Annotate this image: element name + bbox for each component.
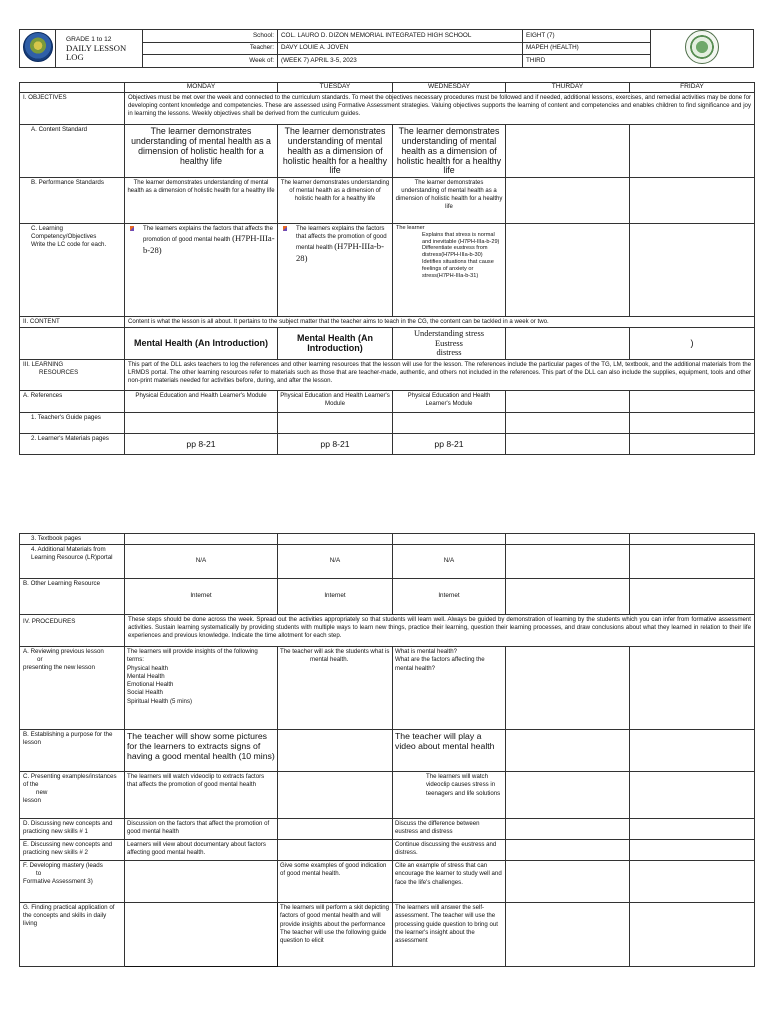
proc-g-thu <box>506 903 630 967</box>
proc-a-fri <box>630 647 755 730</box>
deped-seal-cell <box>20 30 56 68</box>
content-fri: ) <box>630 328 755 360</box>
proc-b-fri <box>630 730 755 772</box>
day-thursday: THURDAY <box>506 83 630 93</box>
content-text: Content is what the lesson is all about. It pertains to the subject matter that the teacher aims to teach in the CG, the content can be tackled in a week or two. <box>125 317 755 328</box>
references-wed: Physical Education and Health Learner's Module <box>393 391 506 413</box>
proc-b-label: B. Establishing a purpose for the lesson <box>20 730 125 772</box>
learners-materials-mon: pp 8-21 <box>125 434 278 455</box>
additional-materials-fri <box>630 545 755 579</box>
proc-e-thu <box>506 840 630 861</box>
proc-f-wed: Cite an example of stress that can encourage the learner to study well and face the life's challenges. <box>393 861 506 903</box>
content-wed <box>393 328 506 360</box>
proc-a-wed-1: What is mental health? <box>395 648 457 655</box>
competency-mon-code: (H7PH-IIIa-b-28) <box>143 233 275 255</box>
proc-a-tue <box>278 647 393 730</box>
proc-g-mon <box>125 903 278 967</box>
proc-f-label-2: to <box>36 869 42 877</box>
proc-c-label <box>20 772 125 819</box>
performance-standards-wed: The learner demonstrates understanding of mental health as a dimension of holistic health for a healthy life <box>393 178 506 224</box>
proc-a-mon-2: Physical health <box>127 664 168 672</box>
content-wed-line-2: Eustress <box>435 338 463 348</box>
performance-standards-label: B. Performance Standards <box>20 178 125 224</box>
proc-a-mon-3: Mental Health <box>127 672 165 680</box>
corner-cell <box>20 83 125 93</box>
other-resource-tue: Internet <box>278 579 393 615</box>
competency-label-line-3: Write the LC code for each. <box>31 240 107 248</box>
proc-d-wed: Discuss the difference between eustress and distress <box>393 819 506 840</box>
content-tue: Mental Health (An Introduction) <box>278 328 393 360</box>
competency-label <box>20 224 125 317</box>
references-tue: Physical Education and Health Learner's Module <box>278 391 393 413</box>
proc-a-wed <box>393 647 506 730</box>
textbook-mon <box>125 534 278 545</box>
proc-c-label-1: C. Presenting examples/instances of the <box>23 773 117 788</box>
proc-d-thu <box>506 819 630 840</box>
learners-materials-fri <box>630 434 755 455</box>
week-value: (WEEK 7) APRIL 3-5, 2023 <box>278 55 523 68</box>
proc-g-wed: The learners will answer the self- assessment. The teacher will use the processing guide question to bring out the learner's insight about the assessment <box>393 903 506 967</box>
content-standard-mon: The learner demonstrates understanding of mental health as a dimension of holistic health for a healthy life <box>125 125 278 178</box>
proc-a-mon-6: Spiritual Health (5 mins) <box>127 697 193 705</box>
learning-resources-label-2: RESOURCES <box>39 369 79 376</box>
proc-c-mon: The learners will watch videoclip to extracts factors that affects the promotion of good mental health <box>125 772 278 819</box>
content-wed-line-3: distress <box>436 348 462 358</box>
proc-d-mon: Discussion on the factors that affect the promotion of good mental health <box>125 819 278 840</box>
proc-a-label-3: presenting the new lesson <box>23 663 95 671</box>
proc-g-fri <box>630 903 755 967</box>
competency-label-line-1: C. Learning <box>31 225 63 232</box>
proc-e-label: E. Discussing new concepts and practicing new skills # 2 <box>20 840 125 861</box>
objectives-label: I. OBJECTIVES <box>20 93 125 125</box>
competency-wed-item-1: Explains that stress is normal and inevitable (H7PH-IIIa-b-29) <box>422 231 500 245</box>
proc-d-label: D. Discussing new concepts and practicing new skills # 1 <box>20 819 125 840</box>
objectives-text: Objectives must be met over the week and connected to the curriculum standards. To meet the objectives necessary procedures must be followed and if needed, additional lessons, exercises, and remedial activities may be done for developing content knowledge and competencies. These are assessed using Formative Assessment strategies. Valuing objectives supports the learning of content and competencies and enables children to find significance and joy in learning the lessons. Weekly objectives shall be derived from the curriculum guides. <box>125 93 755 125</box>
competency-label-line-2: Competency/Objectives <box>31 232 97 240</box>
other-resource-thu <box>506 579 630 615</box>
day-tuesday: TUESDAY <box>278 83 393 93</box>
textbook-tue <box>278 534 393 545</box>
proc-f-thu <box>506 861 630 903</box>
proc-a-label-2: or <box>37 655 43 663</box>
day-wednesday: WEDNESDAY <box>393 83 506 93</box>
proc-d-tue <box>278 819 393 840</box>
proc-a-mon-1: The learners will provide insights of the following terms: <box>127 648 258 664</box>
proc-a-wed-2: What are the factors affecting the mental health? <box>395 656 485 672</box>
day-monday: MONDAY <box>125 83 278 93</box>
content-mon: Mental Health (An Introduction) <box>125 328 278 360</box>
proc-c-tue <box>278 772 393 819</box>
content-standard-tue: The learner demonstrates understanding of mental health as a dimension of holistic health for a healthy life <box>278 125 393 178</box>
school-seal-icon <box>685 30 719 64</box>
proc-c-wed: The learners will watch videoclip causes stress in teenagers and life solutions <box>393 772 506 819</box>
proc-c-label-3: lesson <box>23 796 41 804</box>
proc-e-tue <box>278 840 393 861</box>
competency-wed-head: The learner <box>396 225 425 231</box>
textbook-label: 3. Textbook pages <box>20 534 125 545</box>
content-standard-label: A. Content Standard <box>20 125 125 178</box>
proc-a-tue-text: The teacher will ask the students what is mental health. <box>280 648 390 664</box>
references-fri <box>630 391 755 413</box>
competency-mon-text: The learners explains the factors that affects the promotion of good mental health <box>143 225 273 244</box>
content-standard-fri <box>630 125 755 178</box>
teacher-label: Teacher: <box>143 42 278 55</box>
additional-materials-tue: N/A <box>278 545 393 579</box>
dll-table-part-2 <box>19 533 755 967</box>
bullet-icon <box>130 226 134 231</box>
learners-materials-label: 2. Learner's Materials pages <box>20 434 125 455</box>
dll-table-part-1 <box>19 82 755 455</box>
grade-label: GRADE 1 to 12 <box>66 35 112 43</box>
proc-f-label-3: Formative Assessment 3) <box>23 877 93 885</box>
day-friday: FRIDAY <box>630 83 755 93</box>
proc-e-fri <box>630 840 755 861</box>
proc-e-wed: Continue discussing the eustress and distress. <box>393 840 506 861</box>
references-label: A. References <box>20 391 125 413</box>
learning-resources-label-1: III. LEARNING <box>23 361 64 369</box>
proc-c-thu <box>506 772 630 819</box>
proc-e-mon: Learners will view about documentary about factors affecting good mental health. <box>125 840 278 861</box>
performance-standards-thu <box>506 178 630 224</box>
references-mon: Physical Education and Health Learner's Module <box>125 391 278 413</box>
proc-g-label: G. Finding practical application of the concepts and skills in daily living <box>20 903 125 967</box>
other-resource-fri <box>630 579 755 615</box>
performance-standards-fri <box>630 178 755 224</box>
header-table <box>19 29 754 68</box>
competency-wed-item-2: Differentiate eustress from distress(H7PH-IIIa-b-30) <box>422 245 488 259</box>
content-standard-wed: The learner demonstrates understanding of mental health as a dimension of holistic health for a healthy life <box>393 125 506 178</box>
school-label: School: <box>143 30 278 43</box>
teachers-guide-wed <box>393 413 506 434</box>
competency-thu <box>506 224 630 317</box>
proc-b-wed: The teacher will play a video about mental health <box>393 730 506 772</box>
school-value: COL. LAURO D. DIZON MEMORIAL INTEGRATED HIGH SCHOOL <box>278 30 523 43</box>
other-resource-mon: Internet <box>125 579 278 615</box>
competency-wed-item-3: Idetifies situations that cause feelings of anxiety or stress(H7PH-IIIa-b-31) <box>422 259 494 279</box>
learning-resources-label <box>20 360 125 391</box>
teachers-guide-thu <box>506 413 630 434</box>
content-topic-spacer <box>20 328 125 360</box>
learners-materials-thu <box>506 434 630 455</box>
competency-fri <box>630 224 755 317</box>
performance-standards-tue: The learner demonstrates understanding of mental health as a dimension of holistic health for a healthy life <box>278 178 393 224</box>
school-seal-cell <box>651 30 754 68</box>
proc-d-fri <box>630 819 755 840</box>
content-label: II. CONTENT <box>20 317 125 328</box>
proc-b-thu <box>506 730 630 772</box>
content-wed-line-1: Understanding stress <box>413 329 484 339</box>
additional-materials-thu <box>506 545 630 579</box>
dll-title: DAILY LESSON LOG <box>66 43 127 62</box>
content-thu <box>506 328 630 360</box>
proc-a-label <box>20 647 125 730</box>
learners-materials-tue: pp 8-21 <box>278 434 393 455</box>
procedures-label: IV. PROCEDURES <box>20 615 125 647</box>
subject-value: MAPEH (HEALTH) <box>523 42 651 55</box>
performance-standards-mon: The learner demonstrates understanding of mental health as a dimension of holistic health for a healthy life <box>125 178 278 224</box>
proc-f-label-1: F. Developing mastery (leads <box>23 862 103 869</box>
learners-materials-wed: pp 8-21 <box>393 434 506 455</box>
teachers-guide-fri <box>630 413 755 434</box>
bullet-icon <box>283 226 287 231</box>
proc-b-tue <box>278 730 393 772</box>
teachers-guide-mon <box>125 413 278 434</box>
proc-a-mon-5: Social Health <box>127 689 163 697</box>
grade-level-value: EIGHT (7) <box>523 30 651 43</box>
references-thu <box>506 391 630 413</box>
teacher-value: DAVY LOUIE A. JOVEN <box>278 42 523 55</box>
learning-resources-text: This part of the DLL asks teachers to log the references and other learning resources that the lesson will use for the lesson. The references include the particular pages of the TG, LM, textbook, and the additional materials from the LRMDS portal. The other learning resources refer to materials such as those that are teacher-made, authentic, and others not included in the references. This part of the DLL can also include the supplies, equipment, tools and other non-print materials needed for activities before, during, and after the lesson. <box>125 360 755 391</box>
procedures-text: These steps should be done across the week. Spread out the activities appropriately so that students will learn well. Always be guided by demonstration of learning by the students which you can infer from formative assessment activities. Sustain learning systematically by providing students with multiple ways to learn new things, practice their learning, question their learning processes, and draw conclusions about what they learned in relation to their life experiences and previous knowledge. Indicate the time allotment for each step. <box>125 615 755 647</box>
proc-c-label-2: new <box>36 788 48 796</box>
proc-f-tue: Give some examples of good indication of good mental health. <box>278 861 393 903</box>
proc-a-label-1: A. Reviewing previous lesson <box>23 648 104 655</box>
other-resource-wed: Internet <box>393 579 506 615</box>
additional-materials-label: 4. Additional Materials from Learning Resource (LR)portal <box>20 545 125 579</box>
proc-f-label <box>20 861 125 903</box>
other-resource-label: B. Other Learning Resource <box>20 579 125 615</box>
quarter-value: THIRD <box>523 55 651 68</box>
deped-seal-icon <box>23 32 53 62</box>
proc-f-fri <box>630 861 755 903</box>
proc-g-tue: The learners will perform a skit depicting factors of good mental health and will provide insights about the performance The teacher will use the following guide question to elicit <box>278 903 393 967</box>
proc-a-thu <box>506 647 630 730</box>
proc-f-mon <box>125 861 278 903</box>
competency-tue <box>278 224 393 317</box>
teachers-guide-tue <box>278 413 393 434</box>
proc-a-mon <box>125 647 278 730</box>
competency-mon <box>125 224 278 317</box>
week-label: Week of: <box>143 55 278 68</box>
proc-c-fri <box>630 772 755 819</box>
additional-materials-wed: N/A <box>393 545 506 579</box>
additional-materials-mon: N/A <box>125 545 278 579</box>
title-cell <box>56 30 143 68</box>
teachers-guide-label: 1. Teacher's Guide pages <box>20 413 125 434</box>
textbook-fri <box>630 534 755 545</box>
proc-b-mon: The teacher will show some pictures for the learners to extracts signs of having a good mental health (10 mins) <box>125 730 278 772</box>
textbook-thu <box>506 534 630 545</box>
competency-tue-text: The learners explains the factors that affects the promotion of good mental health <box>296 225 387 252</box>
textbook-wed <box>393 534 506 545</box>
proc-a-mon-4: Emotional Health <box>127 681 174 689</box>
content-standard-thu <box>506 125 630 178</box>
competency-tue-code: (H7PH-IIIa-b-28) <box>296 241 384 263</box>
competency-wed <box>393 224 506 317</box>
